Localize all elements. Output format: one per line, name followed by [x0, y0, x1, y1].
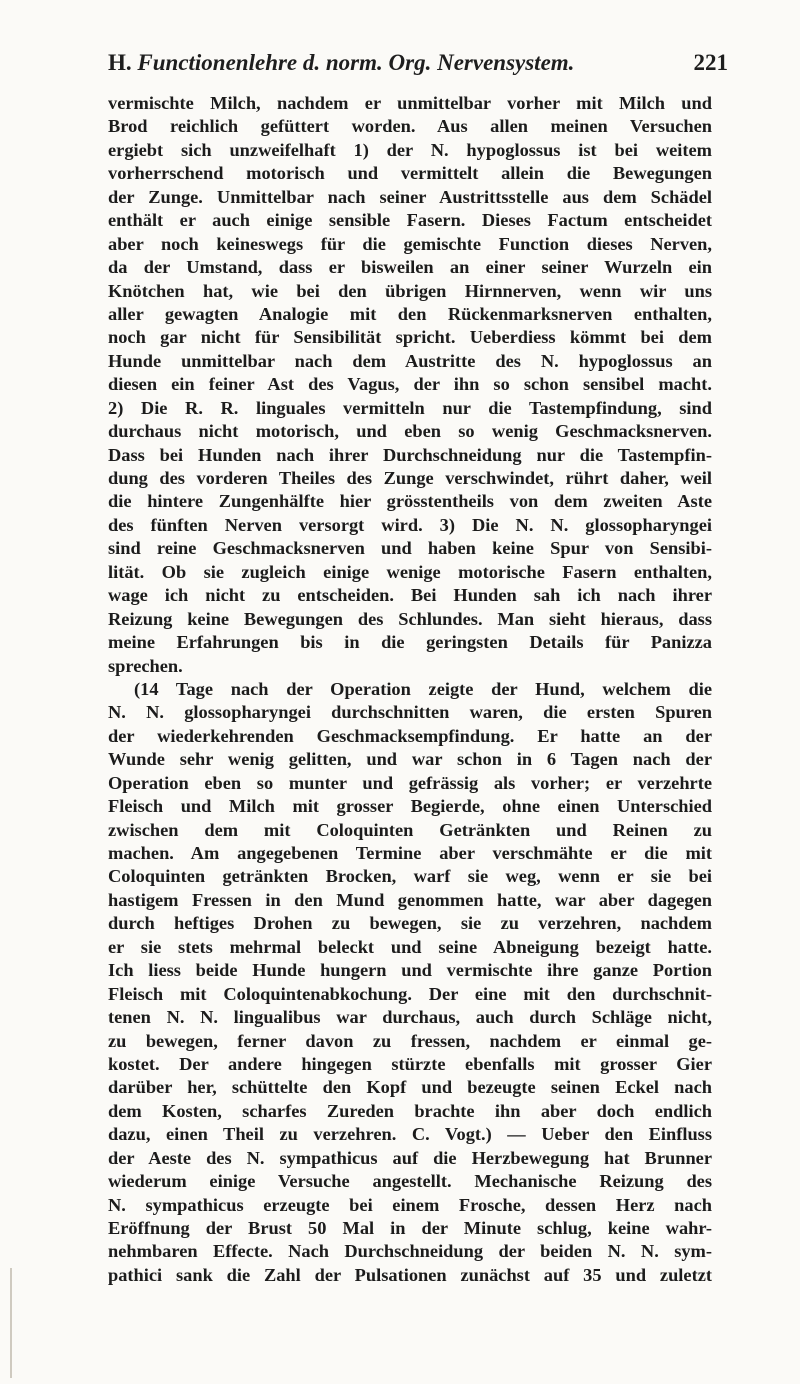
- text-line: kostet. Der andere hingegen stürzte ebenfalls mit grosser Gier: [108, 1053, 712, 1074]
- text-line: Operation eben so munter und gefrässig als vorher; er verzehrte: [108, 772, 712, 793]
- running-head-title: [108, 50, 574, 76]
- text-line: durchaus nicht motorisch, und eben so wenig Geschmacksnerven.: [108, 421, 712, 442]
- text-line: Fleisch und Milch mit grosser Begierde, ohne einen Unterschied: [108, 796, 712, 817]
- text-line: er sie stets mehrmal beleckt und seine Abneigung bezeigt hatte.: [108, 936, 712, 957]
- text-line: aller gewagten Analogie mit den Rückenmarksnerven enthalten,: [108, 303, 712, 324]
- text-line: sind reine Geschmacksnerven und haben keine Spur von Sensibi-: [108, 538, 712, 559]
- text-line: dem Kosten, scharfes Zureden brachte ihn aber doch endlich: [108, 1100, 712, 1121]
- text-line: hastigem Fressen in den Mund genommen hatte, war aber dagegen: [108, 889, 712, 910]
- text-line: (14 Tage nach der Operation zeigte der Hund, welchem die: [134, 678, 712, 699]
- text-line: enthält er auch einige sensible Fasern. Dieses Factum entscheidet: [108, 210, 712, 231]
- text-line: diesen ein feiner Ast des Vagus, der ihn so schon sensibel macht.: [108, 374, 712, 395]
- text-line: Hunde unmittelbar nach dem Austritte des N. hypoglossus an: [108, 350, 712, 371]
- running-head-italic: Functionenlehre d. norm. Org. Nervensystem.: [137, 50, 575, 75]
- text-line: machen. Am angegebenen Termine aber verschmähte er die mit: [108, 843, 712, 863]
- text-line: durch heftiges Drohen zu bewegen, sie zu verzehren, nachdem: [108, 913, 712, 934]
- text-line: lität. Ob sie zugleich einige wenige motorische Fasern enthalten,: [108, 561, 712, 582]
- text-line: da der Umstand, dass er bisweilen an einer seiner Wurzeln ein: [108, 257, 712, 278]
- text-line: aber noch keineswegs für die gemischte Function dieses Nerven,: [108, 233, 712, 254]
- text-line: die hintere Zungenhälfte hier grösstentheils von dem zweiten Aste: [108, 491, 712, 512]
- text-line: nehmbaren Effecte. Nach Durchschneidung der beiden N. N. sym-: [108, 1241, 712, 1262]
- text-line: pathici sank die Zahl der Pulsationen zunächst auf 35 und zuletzt: [108, 1264, 712, 1285]
- text-line: Knötchen hat, wie bei den übrigen Hirnnerven, wenn wir uns: [108, 280, 712, 301]
- text-line: dazu, einen Theil zu verzehren. C. Vogt.) — Ueber den Einfluss: [108, 1124, 712, 1145]
- text-line: wage ich nicht zu entscheiden. Bei Hunden sah ich nach ihrer: [108, 585, 712, 606]
- text-line: zwischen dem mit Coloquinten Getränkten und Reinen zu: [108, 819, 712, 840]
- text-line: Fleisch mit Coloquintenabkochung. Der eine mit den durchschnit-: [108, 983, 712, 1004]
- margin-rule: [10, 1268, 12, 1378]
- text-line: noch gar nicht für Sensibilität spricht. Ueberdiess kömmt bei dem: [108, 327, 712, 348]
- page-number: 221: [693, 50, 728, 75]
- text-line: der Aeste des N. sympathicus auf die Herzbewegung hat Brunner: [108, 1147, 712, 1168]
- text-line: Coloquinten getränkten Brocken, warf sie weg, wenn er sie bei: [108, 866, 712, 887]
- body-text: [108, 92, 712, 1287]
- text-line: meine Erfahrungen bis in die geringsten Details für Panizza: [108, 632, 712, 653]
- text-line: Ich liess beide Hunde hungern und vermischte ihre ganze Portion: [108, 960, 712, 981]
- text-line: tenen N. N. lingualibus war durchaus, auch durch Schläge nicht,: [108, 1007, 712, 1028]
- text-line: N. sympathicus erzeugte bei einem Frosche, dessen Herz nach: [108, 1194, 712, 1215]
- text-line: Wunde sehr wenig gelitten, und war schon in 6 Tagen nach der: [108, 749, 712, 770]
- text-line: Eröffnung der Brust 50 Mal in der Minute schlug, keine wahr-: [108, 1218, 712, 1238]
- text-line: des fünften Nerven versorgt wird. 3) Die N. N. glossopharyngei: [108, 514, 712, 535]
- text-line: Reizung keine Bewegungen des Schlundes. Man sieht hieraus, dass: [108, 608, 712, 629]
- text-line: ergiebt sich unzweifelhaft 1) der N. hypoglossus ist bei weitem: [108, 139, 712, 160]
- text-line: der wiederkehrenden Geschmacksempfindung. Er hatte an der: [108, 725, 712, 746]
- text-line: vorherrschend motorisch und vermittelt allein die Bewegungen: [108, 163, 712, 184]
- text-line: N. N. glossopharyngei durchschnitten waren, die ersten Spuren: [108, 702, 712, 723]
- text-line: zu bewegen, ferner davon zu fressen, nachdem er einmal ge-: [108, 1030, 712, 1051]
- running-head-prefix: H.: [108, 50, 138, 75]
- text-line: vermischte Milch, nachdem er unmittelbar vorher mit Milch und: [108, 93, 712, 113]
- text-line: Dass bei Hunden nach ihrer Durchschneidung nur die Tastempfin-: [108, 444, 712, 465]
- text-line: dung des vorderen Theiles des Zunge verschwindet, rührt daher, weil: [108, 468, 712, 488]
- text-line: sprechen.: [108, 655, 183, 676]
- text-line: Brod reichlich gefüttert worden. Aus allen meinen Versuchen: [108, 116, 712, 137]
- text-line: wiederum einige Versuche angestellt. Mechanische Reizung des: [108, 1171, 712, 1192]
- text-line: der Zunge. Unmittelbar nach seiner Austrittsstelle aus dem Schädel: [108, 186, 712, 207]
- text-line: 2) Die R. R. linguales vermitteln nur die Tastempfindung, sind: [108, 397, 712, 418]
- running-head: [108, 50, 728, 86]
- text-line: darüber her, schüttelte den Kopf und bezeugte seinen Eckel nach: [108, 1077, 712, 1098]
